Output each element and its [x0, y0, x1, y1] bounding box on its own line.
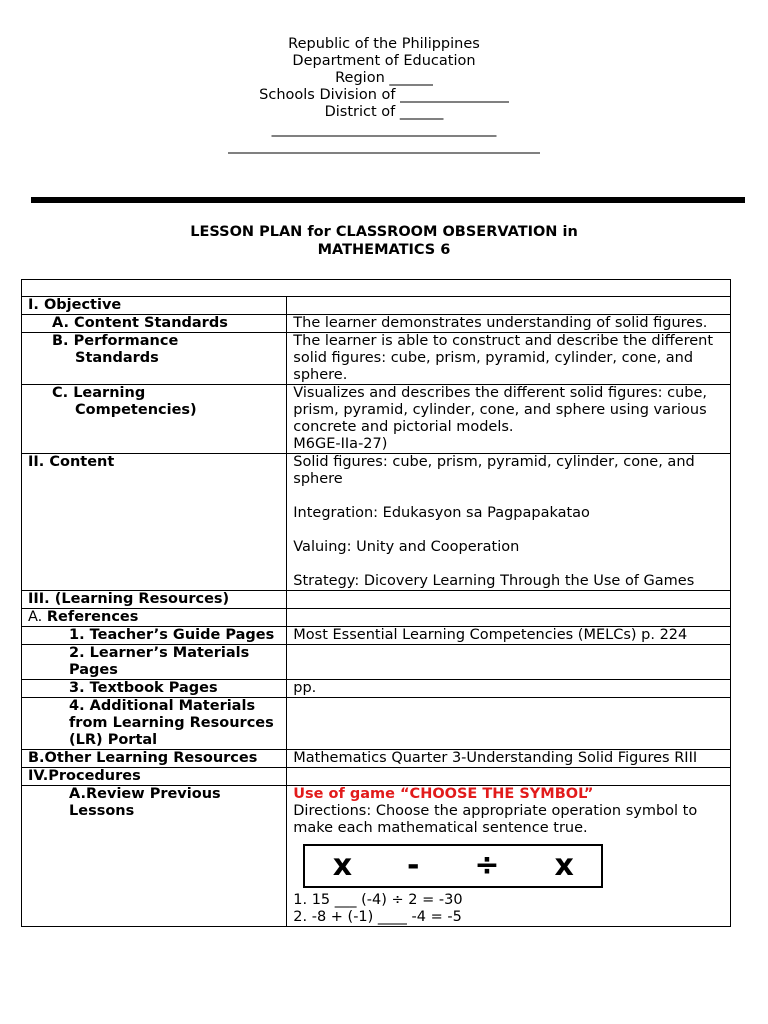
- table-row-objective: [22, 297, 731, 315]
- table-row-learning-competencies: [22, 385, 731, 454]
- lesson-plan-table: [21, 279, 731, 927]
- procedures-label: IV.Procedures: [22, 768, 287, 786]
- title-line-2: MATHEMATICS 6: [317, 242, 451, 258]
- teachers-guide-value: Most Essential Learning Competencies (MELCs) p. 224: [287, 627, 731, 645]
- other-resources-value: Mathematics Quarter 3-Understanding Solid Figures RIII: [287, 750, 731, 768]
- table-row-content-standards: [22, 315, 731, 333]
- empty-header-cell: [22, 280, 731, 297]
- header-blank-line-2: ___________________________________________: [228, 138, 540, 154]
- learning-resources-value: [287, 591, 731, 609]
- performance-standards-label: [22, 333, 287, 385]
- objective-value: [287, 297, 731, 315]
- additional-materials-value: [287, 698, 731, 750]
- content-standards-value: The learner demonstrates understanding of solid figures.: [287, 315, 731, 333]
- game-title: Use of game “CHOOSE THE SYMBOL”: [293, 786, 594, 802]
- header-region: Region ______: [335, 70, 433, 86]
- table-row-empty: [22, 280, 731, 297]
- title-line-1: LESSON PLAN for CLASSROOM OBSERVATION in: [190, 224, 578, 240]
- table-row-learners-materials: [22, 645, 731, 680]
- content-label: II. Content: [22, 454, 287, 591]
- competencies-label-line-1: C. Learning: [52, 385, 146, 401]
- table-row-procedures: [22, 768, 731, 786]
- table-row-learning-resources: [22, 591, 731, 609]
- table-row-other-resources: [22, 750, 731, 768]
- header-blank-line-1: _______________________________: [271, 121, 497, 137]
- competencies-text: Visualizes and describes the different solid figures: cube, prism, pyramid, cylinder, cone, and sphere using various concrete and pictorial models.: [293, 385, 708, 435]
- header-division: Schools Division of _______________: [259, 87, 509, 103]
- content-text: Solid figures: cube, prism, pyramid, cylinder, cone, and sphere: [293, 454, 695, 487]
- teachers-guide-label: 1. Teacher’s Guide Pages: [22, 627, 287, 645]
- content-value: [287, 454, 731, 591]
- header-department: Department of Education: [292, 53, 476, 69]
- textbook-label: 3. Textbook Pages: [22, 680, 287, 698]
- horizontal-divider: [31, 197, 745, 203]
- valuing-text: Valuing: Unity and Cooperation: [293, 539, 520, 555]
- procedures-value: [287, 768, 731, 786]
- learners-materials-value: [287, 645, 731, 680]
- minus-symbol: -: [407, 848, 420, 883]
- competencies-code: M6GE-IIa-27): [293, 436, 388, 452]
- references-label: [22, 609, 287, 627]
- performance-standards-value: The learner is able to construct and describe the different solid figures: cube, prism, pyramid, cylinder, cone, and sphere.: [287, 333, 731, 385]
- review-value: [287, 786, 731, 927]
- references-prefix: A.: [28, 609, 43, 625]
- integration-text: Integration: Edukasyon sa Pagpapakatao: [293, 505, 590, 521]
- divide-symbol: ÷: [474, 848, 500, 883]
- references-value: [287, 609, 731, 627]
- learning-resources-label: III. (Learning Resources): [22, 591, 287, 609]
- spacer: [293, 556, 724, 573]
- header-republic: Republic of the Philippines: [288, 36, 480, 52]
- additional-materials-label: 4. Additional Materials from Learning Resources (LR) Portal: [22, 698, 287, 750]
- competencies-label-line-2: Competencies): [75, 402, 197, 418]
- textbook-value: pp.: [287, 680, 731, 698]
- learning-competencies-label: [22, 385, 287, 454]
- performance-label-line-1: B. Performance: [52, 333, 179, 349]
- performance-label-line-2: Standards: [75, 350, 159, 366]
- review-label: A.Review Previous Lessons: [22, 786, 287, 927]
- multiply-symbol: x: [332, 848, 353, 883]
- lesson-plan-title: [0, 223, 768, 259]
- learning-competencies-value: [287, 385, 731, 454]
- header-district: District of ______: [324, 104, 444, 120]
- table-row-performance-standards: [22, 333, 731, 385]
- exercise-item-2: 2. -8 + (-1) ____ -4 = -5: [293, 909, 462, 925]
- content-standards-label: A. Content Standards: [22, 315, 287, 333]
- table-row-additional-materials: [22, 698, 731, 750]
- document-header: [0, 36, 768, 155]
- references-text: References: [46, 609, 139, 625]
- multiply-symbol-2: x: [554, 848, 574, 883]
- table-row-references: [22, 609, 731, 627]
- strategy-text: Strategy: Dicovery Learning Through the Use of Games: [293, 573, 695, 589]
- spacer: [293, 522, 724, 539]
- table-row-content: [22, 454, 731, 591]
- table-row-review: [22, 786, 731, 927]
- objective-label: I. Objective: [22, 297, 287, 315]
- exercise-item-1: 1. 15 ___ (-4) ÷ 2 = -30: [293, 892, 463, 908]
- game-directions: Directions: Choose the appropriate operation symbol to make each mathematical sentence true.: [293, 803, 698, 836]
- symbol-box: [303, 844, 603, 888]
- other-resources-label: B.Other Learning Resources: [22, 750, 287, 768]
- spacer: [293, 488, 724, 505]
- table-row-textbook: [22, 680, 731, 698]
- table-row-teachers-guide: [22, 627, 731, 645]
- learners-materials-label: 2. Learner’s Materials Pages: [22, 645, 287, 680]
